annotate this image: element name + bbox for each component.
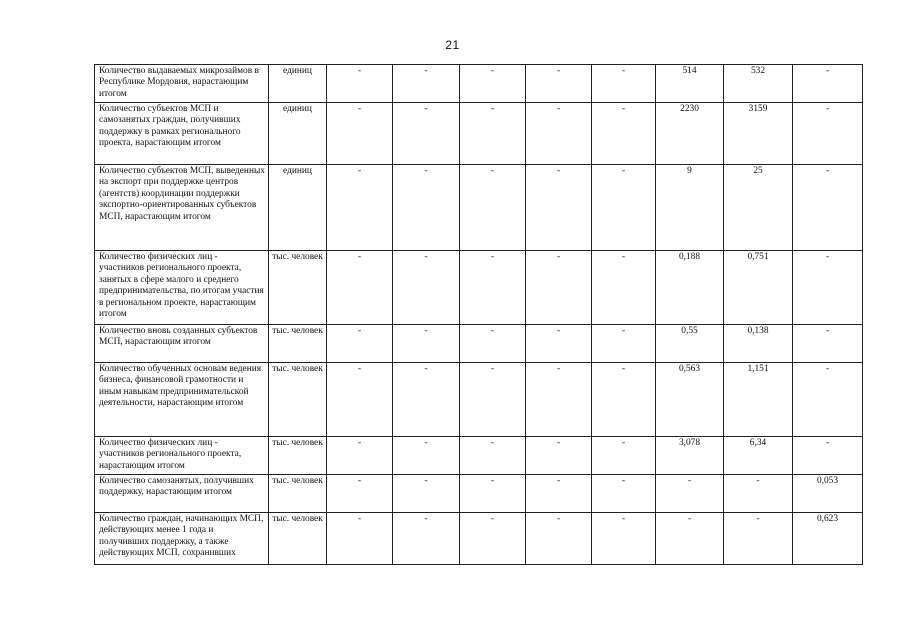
value-cell: - [656, 475, 724, 513]
value-cell: - [592, 251, 656, 325]
value-cell: 0,563 [656, 363, 724, 437]
value-cell: - [793, 103, 863, 165]
unit-cell: тыс. человек [269, 437, 327, 475]
value-cell: - [526, 65, 592, 103]
value-cell: - [327, 325, 393, 363]
table-row [95, 65, 863, 103]
value-cell: - [327, 475, 393, 513]
value-cell: - [460, 103, 526, 165]
indicator-name-cell: Количество граждан, начинающих МСП, действующих менее 1 года и получивших поддержку, а также действующих МСП, сохранивших [95, 513, 269, 565]
value-cell: - [793, 363, 863, 437]
value-cell: - [656, 513, 724, 565]
value-cell: - [592, 363, 656, 437]
unit-cell: тыс. человек [269, 251, 327, 325]
indicator-name-cell: Количество физических лиц - участников регионального проекта, занятых в сфере малого и среднего предпринимательства, по итогам участия в региональном проекте, нарастающим итогом [95, 251, 269, 325]
indicator-name-cell: Количество обученных основам ведения бизнеса, финансовой грамотности и иным навыкам предпринимательской деятельности, нарастающим итогом [95, 363, 269, 437]
value-cell: - [393, 103, 460, 165]
table-row [95, 513, 863, 565]
value-cell: - [793, 165, 863, 251]
value-cell: - [393, 65, 460, 103]
value-cell: 6,34 [724, 437, 793, 475]
value-cell: - [393, 251, 460, 325]
value-cell: 3159 [724, 103, 793, 165]
unit-cell: единиц [269, 165, 327, 251]
value-cell: 3,078 [656, 437, 724, 475]
value-cell: 0,138 [724, 325, 793, 363]
value-cell: - [526, 251, 592, 325]
value-cell: 25 [724, 165, 793, 251]
value-cell: - [460, 165, 526, 251]
value-cell: - [393, 475, 460, 513]
value-cell: - [526, 103, 592, 165]
value-cell: 2230 [656, 103, 724, 165]
value-cell: - [460, 363, 526, 437]
value-cell: - [327, 437, 393, 475]
value-cell: - [592, 103, 656, 165]
value-cell: - [793, 65, 863, 103]
value-cell: - [393, 363, 460, 437]
value-cell: - [592, 65, 656, 103]
value-cell: - [724, 513, 793, 565]
value-cell: - [592, 437, 656, 475]
table-row [95, 325, 863, 363]
value-cell: - [393, 325, 460, 363]
indicator-name-cell: Количество субъектов МСП и самозанятых граждан, получивших поддержку в рамках регионального проекта, нарастающим итогом [95, 103, 269, 165]
value-cell: 0,053 [793, 475, 863, 513]
indicator-name-cell: Количество выдаваемых микрозаймов в Республике Мордовия, нарастающим итогом [95, 65, 269, 103]
table-row [95, 251, 863, 325]
value-cell: 0,623 [793, 513, 863, 565]
value-cell: - [526, 437, 592, 475]
value-cell: - [460, 251, 526, 325]
unit-cell: тыс. человек [269, 363, 327, 437]
value-cell: - [460, 65, 526, 103]
value-cell: 514 [656, 65, 724, 103]
value-cell: - [592, 165, 656, 251]
indicator-name-cell: Количество самозанятых, получивших поддержку, нарастающим итогом [95, 475, 269, 513]
value-cell: - [526, 475, 592, 513]
value-cell: 0,188 [656, 251, 724, 325]
value-cell: - [526, 325, 592, 363]
value-cell: 532 [724, 65, 793, 103]
table-row [95, 475, 863, 513]
value-cell: - [327, 103, 393, 165]
value-cell: - [327, 363, 393, 437]
value-cell: - [327, 165, 393, 251]
value-cell: 0,751 [724, 251, 793, 325]
unit-cell: единиц [269, 65, 327, 103]
unit-cell: тыс. человек [269, 325, 327, 363]
value-cell: - [793, 251, 863, 325]
unit-cell: единиц [269, 103, 327, 165]
value-cell: - [592, 475, 656, 513]
indicator-name-cell: Количество физических лиц - участников регионального проекта, нарастающим итогом [95, 437, 269, 475]
value-cell: - [327, 251, 393, 325]
table-row [95, 103, 863, 165]
value-cell: - [460, 475, 526, 513]
indicator-name-cell: Количество вновь созданных субъектов МСП, нарастающим итогом [95, 325, 269, 363]
value-cell: - [393, 513, 460, 565]
value-cell: 1,151 [724, 363, 793, 437]
value-cell: - [460, 325, 526, 363]
unit-cell: тыс. человек [269, 513, 327, 565]
value-cell: - [592, 325, 656, 363]
indicators-table [94, 64, 863, 565]
value-cell: - [526, 513, 592, 565]
value-cell: - [793, 437, 863, 475]
value-cell: - [460, 437, 526, 475]
unit-cell: тыс. человек [269, 475, 327, 513]
value-cell: - [327, 65, 393, 103]
table-row [95, 363, 863, 437]
table-row [95, 165, 863, 251]
page-number: 21 [445, 38, 460, 52]
value-cell: - [460, 513, 526, 565]
table-row [95, 437, 863, 475]
value-cell: 9 [656, 165, 724, 251]
value-cell: - [526, 363, 592, 437]
indicator-name-cell: Количество субъектов МСП, выведенных на экспорт при поддержке центров (агентств) координации поддержки экспортно-ориентированных субъектов МСП, нарастающим итогом [95, 165, 269, 251]
value-cell: - [393, 437, 460, 475]
value-cell: - [327, 513, 393, 565]
value-cell: - [592, 513, 656, 565]
value-cell: - [793, 325, 863, 363]
value-cell: - [526, 165, 592, 251]
value-cell: 0,55 [656, 325, 724, 363]
table-body [95, 65, 863, 565]
value-cell: - [724, 475, 793, 513]
value-cell: - [393, 165, 460, 251]
